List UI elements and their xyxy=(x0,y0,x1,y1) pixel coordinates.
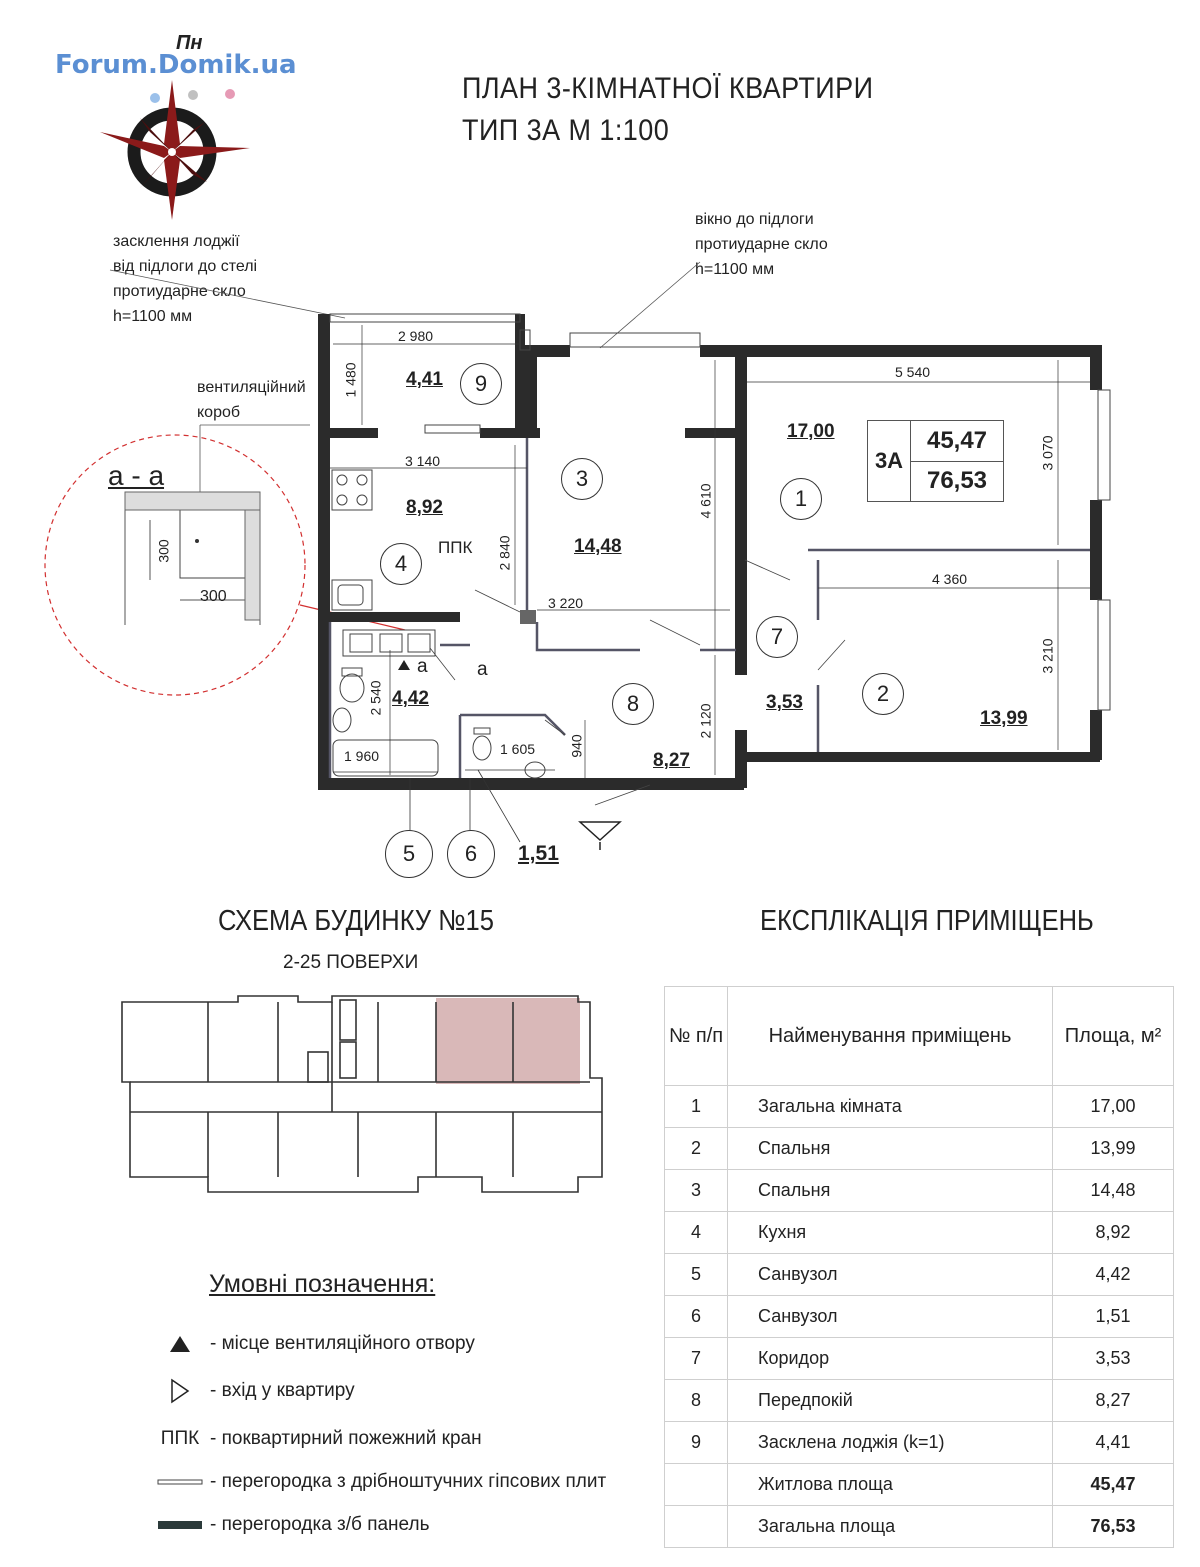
vent-note-line: вентиляційний xyxy=(197,379,306,396)
scheme-floors: 2-25 ПОВЕРХИ xyxy=(283,952,419,973)
vent-opening-icon xyxy=(150,1335,210,1353)
room-number-4: 4 xyxy=(380,543,422,585)
room-area-6: 1,51 xyxy=(518,842,559,865)
legend-text: - місце вентиляційного отвору xyxy=(210,1333,475,1354)
total-area-value: 76,53 xyxy=(1053,1506,1174,1548)
row-area: 13,99 xyxy=(1053,1128,1174,1170)
room-number-2: 2 xyxy=(862,673,904,715)
apartment-total-area: 76,53 xyxy=(926,467,988,495)
plan-subtitle: ТИП 3А М 1:100 xyxy=(462,114,670,147)
living-area-row xyxy=(665,1464,1174,1506)
row-area: 8,27 xyxy=(1053,1380,1174,1422)
loggia-note-line: від підлоги до стелі xyxy=(113,258,258,275)
row-area: 4,42 xyxy=(1053,1254,1174,1296)
row-name: Спальня xyxy=(728,1128,1053,1170)
total-area-row xyxy=(665,1506,1174,1548)
table-row xyxy=(665,1170,1174,1212)
living-area-label: Житлова площа xyxy=(728,1464,1053,1506)
legend-title: Умовні позначення: xyxy=(209,1270,436,1298)
table-row xyxy=(665,1380,1174,1422)
table-row xyxy=(665,1254,1174,1296)
legend-item xyxy=(150,1514,429,1536)
row-name: Спальня xyxy=(728,1170,1053,1212)
room-number-7: 7 xyxy=(756,616,798,658)
dim-label: 3 140 xyxy=(405,453,441,469)
dim-label: 3 070 xyxy=(1039,435,1056,471)
row-number: 8 xyxy=(665,1380,728,1422)
row-number: 7 xyxy=(665,1338,728,1380)
apartment-badge xyxy=(867,420,1004,502)
table-row xyxy=(665,1422,1174,1464)
building-scheme xyxy=(118,992,603,1207)
loggia-note-line: h=1100 мм xyxy=(113,308,193,325)
window-note-line: вікно до підлоги xyxy=(695,211,814,228)
room-number-8: 8 xyxy=(612,683,654,725)
window-note-line: протиударне скло xyxy=(695,236,828,253)
dim-label: 940 xyxy=(568,734,585,758)
room-area-1: 17,00 xyxy=(787,421,835,442)
legend-text: - поквартирний пожежний кран xyxy=(210,1428,482,1449)
dim-label: 3 220 xyxy=(548,595,584,611)
explication-table xyxy=(664,986,1174,1548)
dim-label: 2 980 xyxy=(398,328,434,344)
dim-label: 5 540 xyxy=(895,364,931,380)
row-name: Засклена лоджія (k=1) xyxy=(728,1422,1053,1464)
legend-text: - перегородка з дрібноштучних гіпсових плит xyxy=(210,1471,607,1492)
window-note-line: h=1100 мм xyxy=(695,261,775,278)
vent-mark-a: а xyxy=(417,656,428,677)
explication-title: ЕКСПЛІКАЦІЯ ПРИМІЩЕНЬ xyxy=(760,905,1094,937)
room-area-3: 14,48 xyxy=(574,536,622,557)
table-header-row xyxy=(665,987,1174,1086)
vent-mark-a: а xyxy=(477,659,488,680)
dim-label: 1 480 xyxy=(342,362,359,398)
apartment-living-area: 45,47 xyxy=(911,421,1003,462)
loggia-note-line: засклення лоджії xyxy=(113,233,240,250)
col-header-name: Найменування приміщень xyxy=(728,987,1053,1086)
row-number: 1 xyxy=(665,1086,728,1128)
total-area-label: Загальна площа xyxy=(728,1506,1053,1548)
row-number: 2 xyxy=(665,1128,728,1170)
plan-title: ПЛАН 3-КІМНАТНОЇ КВАРТИРИ xyxy=(462,72,874,105)
legend-item xyxy=(150,1378,355,1404)
table-row xyxy=(665,1212,1174,1254)
row-number: 9 xyxy=(665,1422,728,1464)
vent-note-line: короб xyxy=(197,404,241,421)
row-name: Передпокій xyxy=(728,1380,1053,1422)
col-header-area: Площа, м² xyxy=(1053,987,1174,1086)
living-area-value: 45,47 xyxy=(1053,1464,1174,1506)
site-logo: Forum.Domik.ua xyxy=(55,50,297,80)
dim-label: 4 360 xyxy=(932,571,968,587)
row-area: 17,00 xyxy=(1053,1086,1174,1128)
row-area: 14,48 xyxy=(1053,1170,1174,1212)
dim-label: 2 840 xyxy=(496,535,513,571)
table-row xyxy=(665,1338,1174,1380)
row-area: 8,92 xyxy=(1053,1212,1174,1254)
table-row xyxy=(665,1128,1174,1170)
ppk-label: ППК xyxy=(438,538,473,557)
row-number: 5 xyxy=(665,1254,728,1296)
loggia-note-line: протиударне скло xyxy=(113,283,246,300)
table-row xyxy=(665,1086,1174,1128)
row-area: 1,51 xyxy=(1053,1296,1174,1338)
ppk-symbol: ППК xyxy=(160,1428,200,1449)
scheme-title: СХЕМА БУДИНКУ №15 xyxy=(218,905,494,937)
dim-label: 1 605 xyxy=(500,741,536,757)
row-area: 3,53 xyxy=(1053,1338,1174,1380)
table-row xyxy=(665,1296,1174,1338)
row-name: Коридор xyxy=(728,1338,1053,1380)
row-name: Санвузол xyxy=(728,1254,1053,1296)
dim-label: 2 120 xyxy=(697,703,714,739)
row-name: Санвузол xyxy=(728,1296,1053,1338)
section-dim-width: 300 xyxy=(200,588,227,605)
legend-item xyxy=(150,1333,475,1355)
room-area-7: 3,53 xyxy=(766,692,803,713)
room-number-5: 5 xyxy=(385,830,433,878)
legend-text: - перегородка з/б панель xyxy=(210,1514,430,1535)
room-area-4: 8,92 xyxy=(406,497,443,518)
legend-text: - вхід у квартиру xyxy=(210,1380,355,1401)
row-number: 4 xyxy=(665,1212,728,1254)
dim-label: 2 540 xyxy=(367,680,384,716)
row-number: 3 xyxy=(665,1170,728,1212)
dim-label: 3 210 xyxy=(1039,638,1056,674)
col-header-number: № п/п xyxy=(665,987,728,1086)
row-name: Кухня xyxy=(728,1212,1053,1254)
room-number-1: 1 xyxy=(780,478,822,520)
dim-label: 1 960 xyxy=(344,748,380,764)
row-number: 6 xyxy=(665,1296,728,1338)
section-aa-label: а - а xyxy=(108,460,165,491)
room-area-5: 4,42 xyxy=(392,688,429,709)
room-area-9: 4,41 xyxy=(406,369,443,390)
compass-north-label: Пн xyxy=(176,32,203,54)
thick-partition-icon xyxy=(150,1519,210,1531)
thin-partition-icon xyxy=(150,1477,210,1487)
legend-item xyxy=(150,1471,606,1493)
room-number-6: 6 xyxy=(447,830,495,878)
room-area-2: 13,99 xyxy=(980,708,1028,729)
legend-item xyxy=(150,1428,482,1450)
room-number-3: 3 xyxy=(561,458,603,500)
section-dim-height: 300 xyxy=(155,539,172,563)
entrance-icon xyxy=(150,1378,210,1404)
apartment-type: 3А xyxy=(868,421,911,501)
dim-label: 4 610 xyxy=(697,483,714,519)
room-area-8: 8,27 xyxy=(653,750,690,771)
room-number-9: 9 xyxy=(460,363,502,405)
row-name: Загальна кімната xyxy=(728,1086,1053,1128)
row-area: 4,41 xyxy=(1053,1422,1174,1464)
